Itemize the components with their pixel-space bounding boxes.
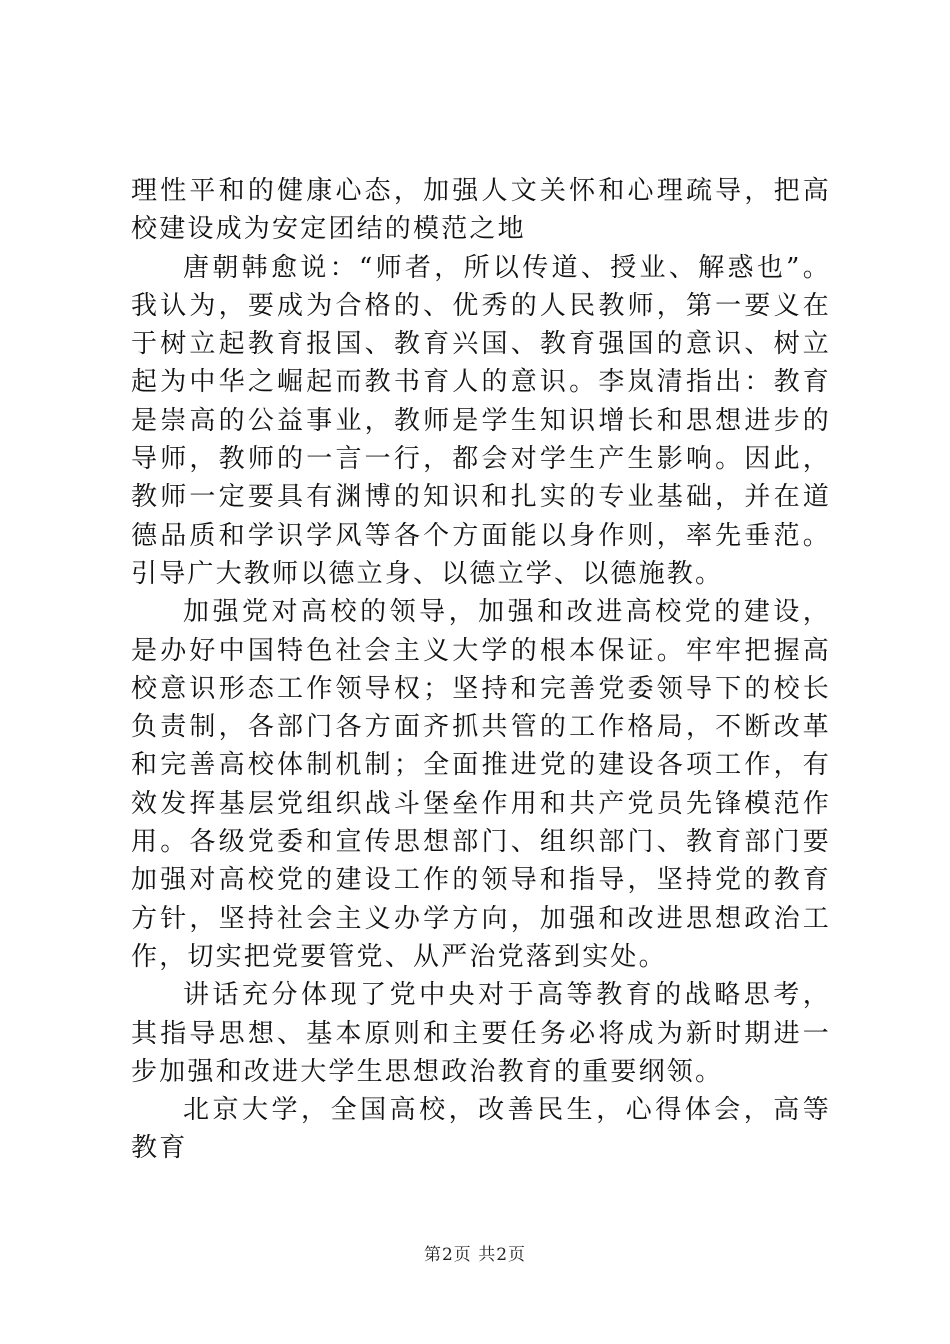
paragraph-continuation: 理性平和的健康心态，加强人文关怀和心理疏导，把高校建设成为安定团结的模范之地 (131, 176, 831, 245)
document-body (131, 172, 831, 1168)
paragraph-speech-summary: 讲话充分体现了党中央对于高等教育的战略思考，其指导思想、基本原则和主要任务必将成为新时期进一步加强和改进大学生思想政治教育的重要纲领。 (131, 980, 831, 1087)
paragraph-han-yu-quote: 唐朝韩愈说：“师者，所以传道、授业、解惑也”。我认为，要成为合格的、优秀的人民教师，第一要义在于树立起教育报国、教育兴国、教育强国的意识、树立起为中华之崛起而教书育人的意识。李岚清指出：教育是崇高的公益事业，教师是学生知识增长和思想进步的导师，教师的一言一行，都会对学生产生影响。因此，教师一定要具有渊博的知识和扎实的专业基础，并在道德品质和学识学风等各个方面能以身作则，率先垂范。引导广大教师以德立身、以德立学、以德施教。 (131, 252, 831, 589)
page-number-footer: 第2页 共2页 (423, 1245, 527, 1265)
paragraph-party-leadership: 加强党对高校的领导，加强和改进高校党的建设，是办好中国特色社会主义大学的根本保证。牢牢把握高校意识形态工作领导权；坚持和完善党委领导下的校长负责制，各部门各方面齐抓共管的工作格局，不断改革和完善高校体制机制；全面推进党的建设各项工作，有效发挥基层党组织战斗堡垒作用和共产党员先锋模范作用。各级党委和宣传思想部门、组织部门、教育部门要加强对高校党的建设工作的领导和指导，坚持党的教育方针，坚持社会主义办学方向，加强和改进思想政治工作，切实把党要管党、从严治党落到实处。 (131, 597, 831, 972)
paragraph-keywords: 北京大学，全国高校，改善民生，心得体会，高等教育 (131, 1095, 831, 1164)
